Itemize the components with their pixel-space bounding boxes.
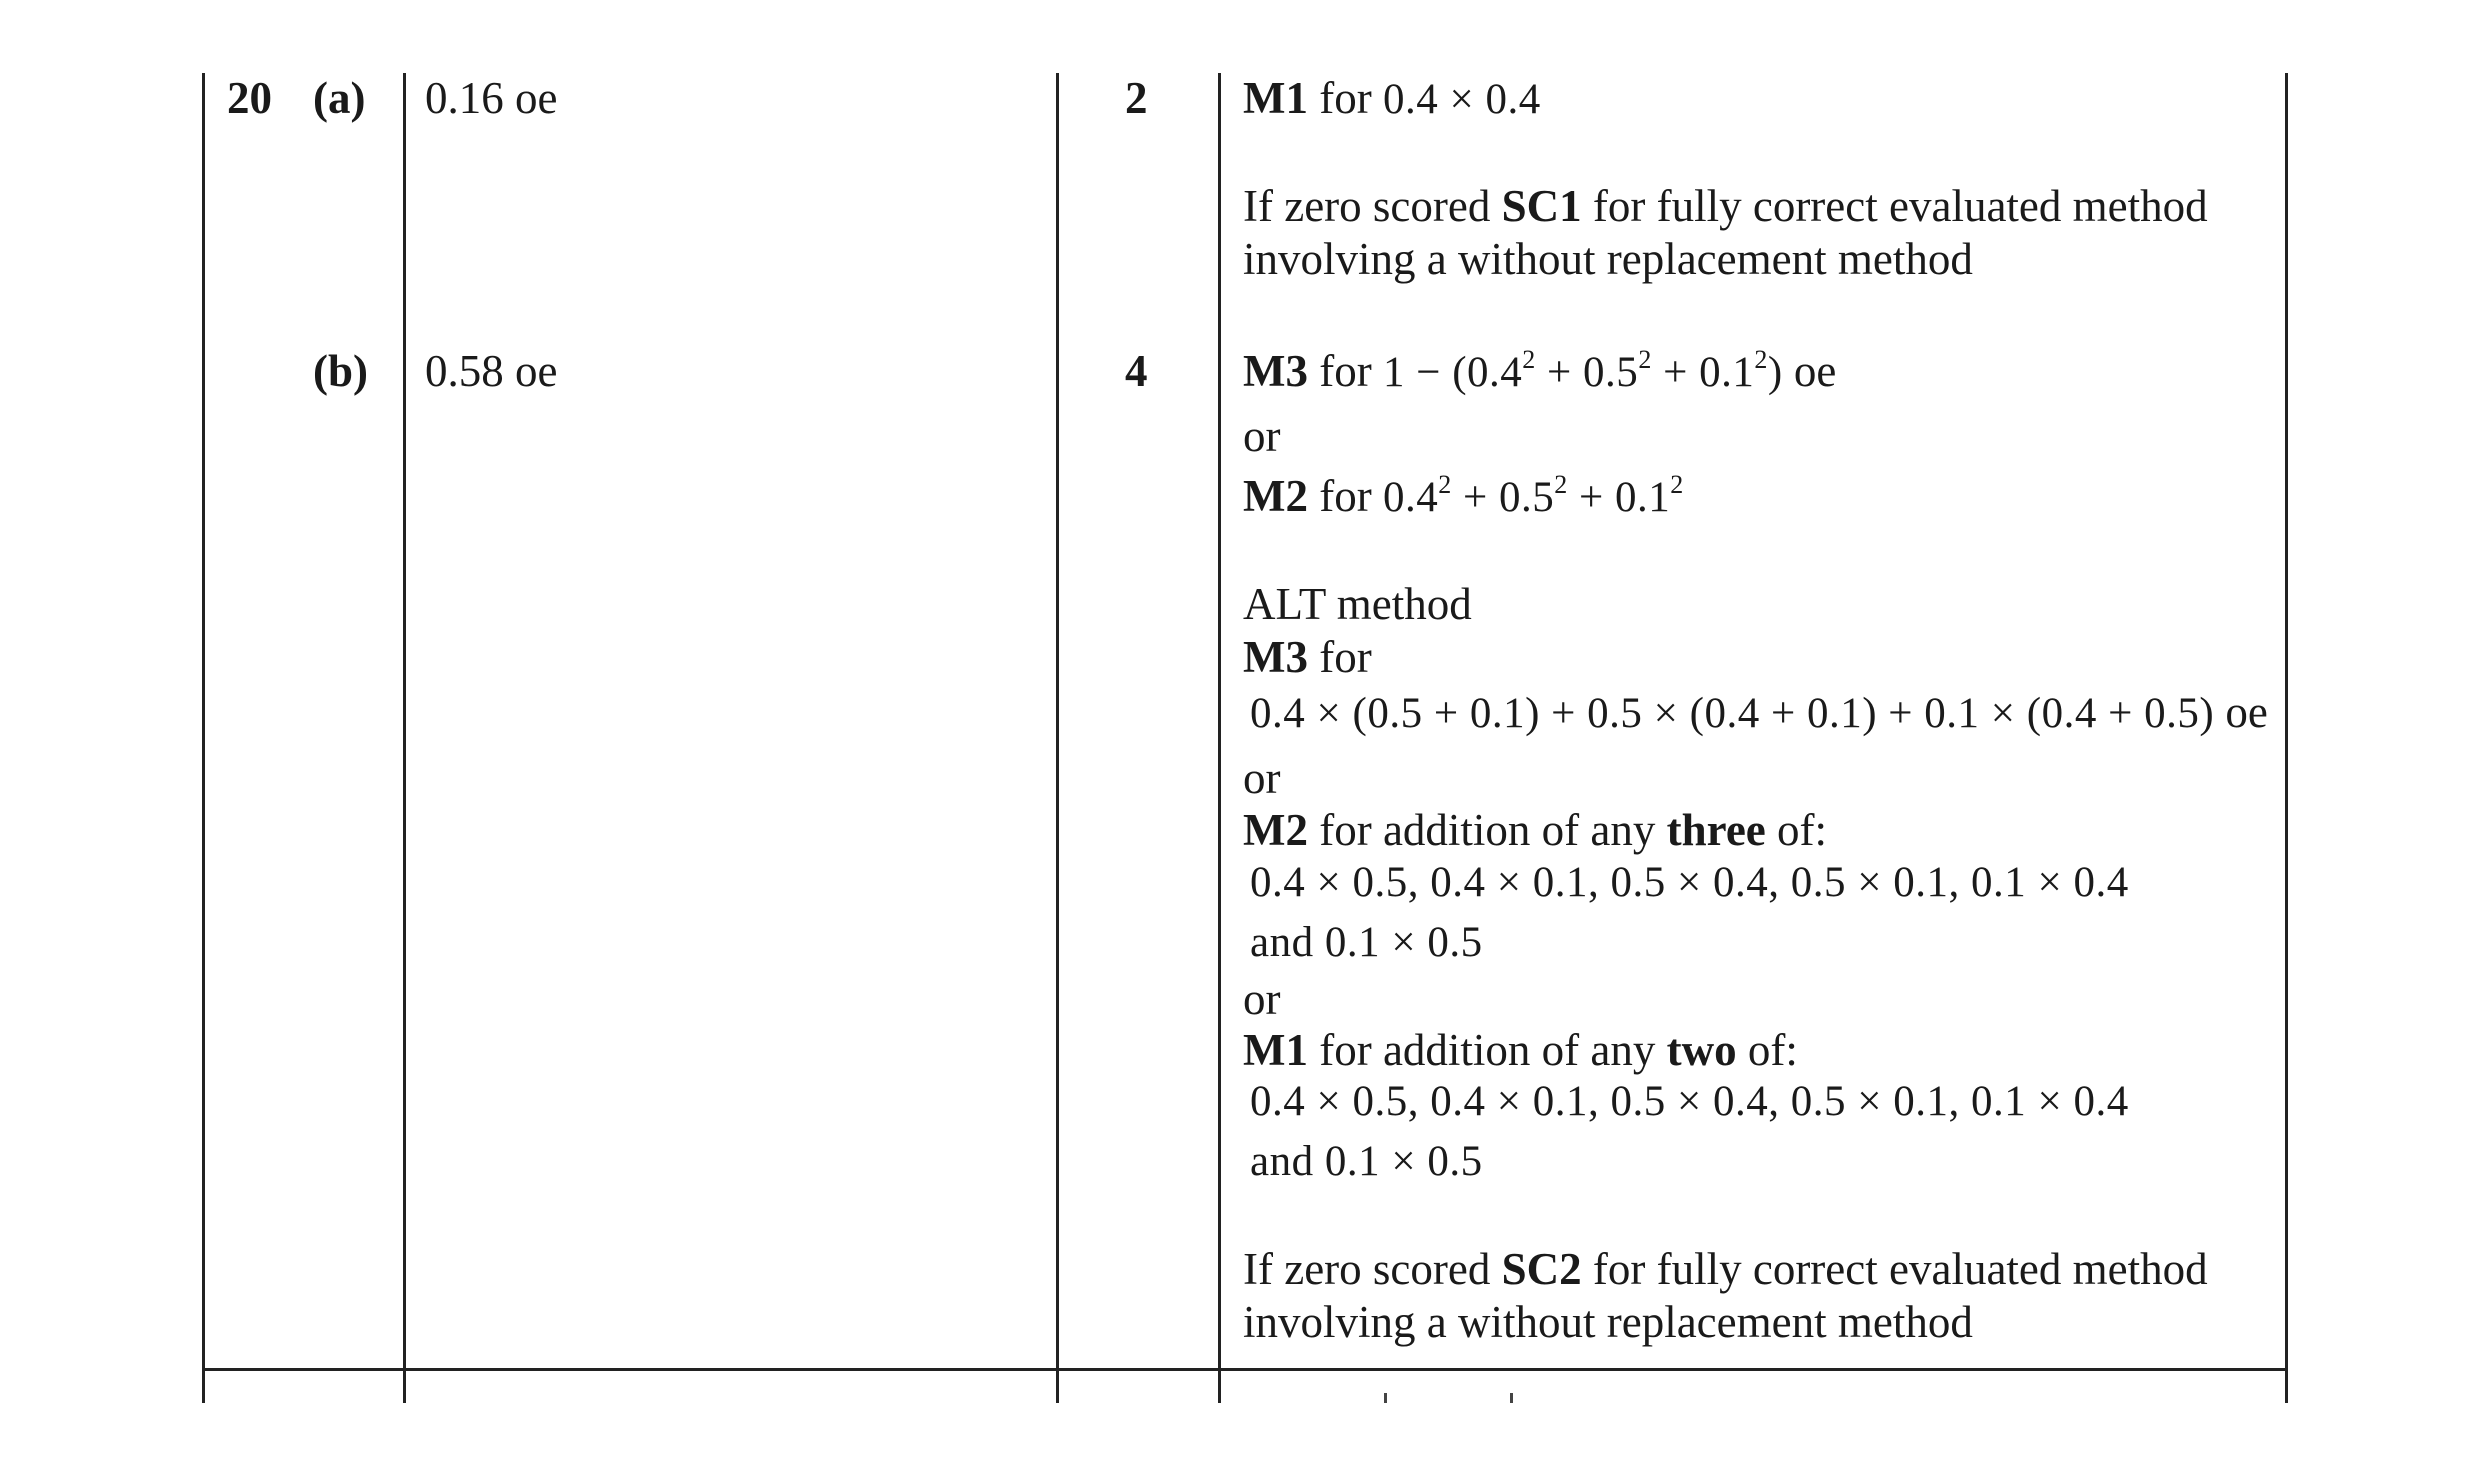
guidance-a-sc [1243,180,2208,233]
mark-code: M1 [1243,73,1308,123]
sc-post: for fully correct evaluated method [1592,181,2208,231]
table-row-divider [202,1368,2287,1371]
mark-code: M2 [1243,805,1308,855]
table-divider-part [403,73,406,1403]
for-text: for [1319,346,1372,396]
for-text: for addition of any [1319,1025,1656,1075]
guidance-b-m3 [1243,345,1836,398]
sc-pre: If zero scored [1243,181,1491,231]
table-border-left [202,73,205,1403]
or-text: or [1243,974,1281,1024]
sc-post: for fully correct evaluated method [1592,1244,2208,1294]
guidance-b-m2 [1243,470,1684,523]
table-divider-marks [1218,73,1221,1403]
guidance-b-alt-m2 [1243,804,1827,857]
mark-code: M3 [1243,346,1308,396]
marks-b: 4 [1125,346,1148,396]
of-text: of: [1777,805,1828,855]
table-border-right [2285,73,2288,1403]
math-expression: 0.4 × (0.5 + 0.1) + 0.5 × (0.4 + 0.1) + 0.1 × (0.4 + 0.5) [1250,690,2215,737]
or-text: or [1243,411,1281,461]
mark-code: M3 [1243,632,1308,682]
of-text: of: [1747,1025,1798,1075]
guidance-b-alt-m1-list1: 0.4 × 0.5, 0.4 × 0.1, 0.5 × 0.4, 0.5 × 0.1, 0.1 × 0.4 [1250,1078,2129,1125]
guidance-a-sc-line2: involving a without replacement method [1243,234,1973,284]
table-divider-answer [1056,73,1059,1403]
part-label-a: (a) [313,73,366,123]
guidance-b-alt-m3 [1243,631,1372,684]
guidance-b-alt-m1 [1243,1024,1798,1077]
guidance-b-alt-m2-list1: 0.4 × 0.5, 0.4 × 0.1, 0.5 × 0.4, 0.5 × 0.1, 0.1 × 0.4 [1250,859,2129,906]
for-text: for [1319,471,1372,521]
for-text: for addition of any [1319,805,1656,855]
alt-method-title: ALT method [1243,579,1472,629]
math-expression: 0.4 × 0.4 [1382,76,1541,123]
part-label-b: (b) [313,346,368,396]
sc-pre: If zero scored [1243,1244,1491,1294]
emphasis-text: three [1666,805,1766,855]
guidance-b-alt-m1-list2: and 0.1 × 0.5 [1250,1138,1483,1185]
answer-b: 0.58 oe [425,346,558,396]
oe-text: oe [1793,346,1837,396]
next-row-fragment [1370,1393,1520,1403]
math-expression: $1 - (0.4^2 + 0.5^2 + 0.1^2)$ [1382,345,1783,396]
guidance-b-alt-m2-list2: and 0.1 × 0.5 [1250,919,1483,966]
sc-code: SC1 [1501,181,1582,231]
for-text: for [1319,632,1372,682]
mark-code: M1 [1243,1025,1308,1075]
oe-text: oe [2225,687,2268,737]
math-expression: $0.4^2 + 0.5^2 + 0.1^2$ [1382,470,1684,521]
marks-a: 2 [1125,73,1148,123]
guidance-a-m1 [1243,72,1541,125]
guidance-b-sc-line2: involving a without replacement method [1243,1297,1973,1347]
question-number: 20 [227,73,272,123]
guidance-b-alt-m3-expr [1250,686,2268,739]
emphasis-text: two [1666,1025,1737,1075]
for-text: for [1319,73,1372,123]
guidance-b-sc [1243,1243,2208,1296]
sc-code: SC2 [1501,1244,1582,1294]
mark-code: M2 [1243,471,1308,521]
or-text: or [1243,753,1281,803]
answer-a: 0.16 oe [425,73,558,123]
